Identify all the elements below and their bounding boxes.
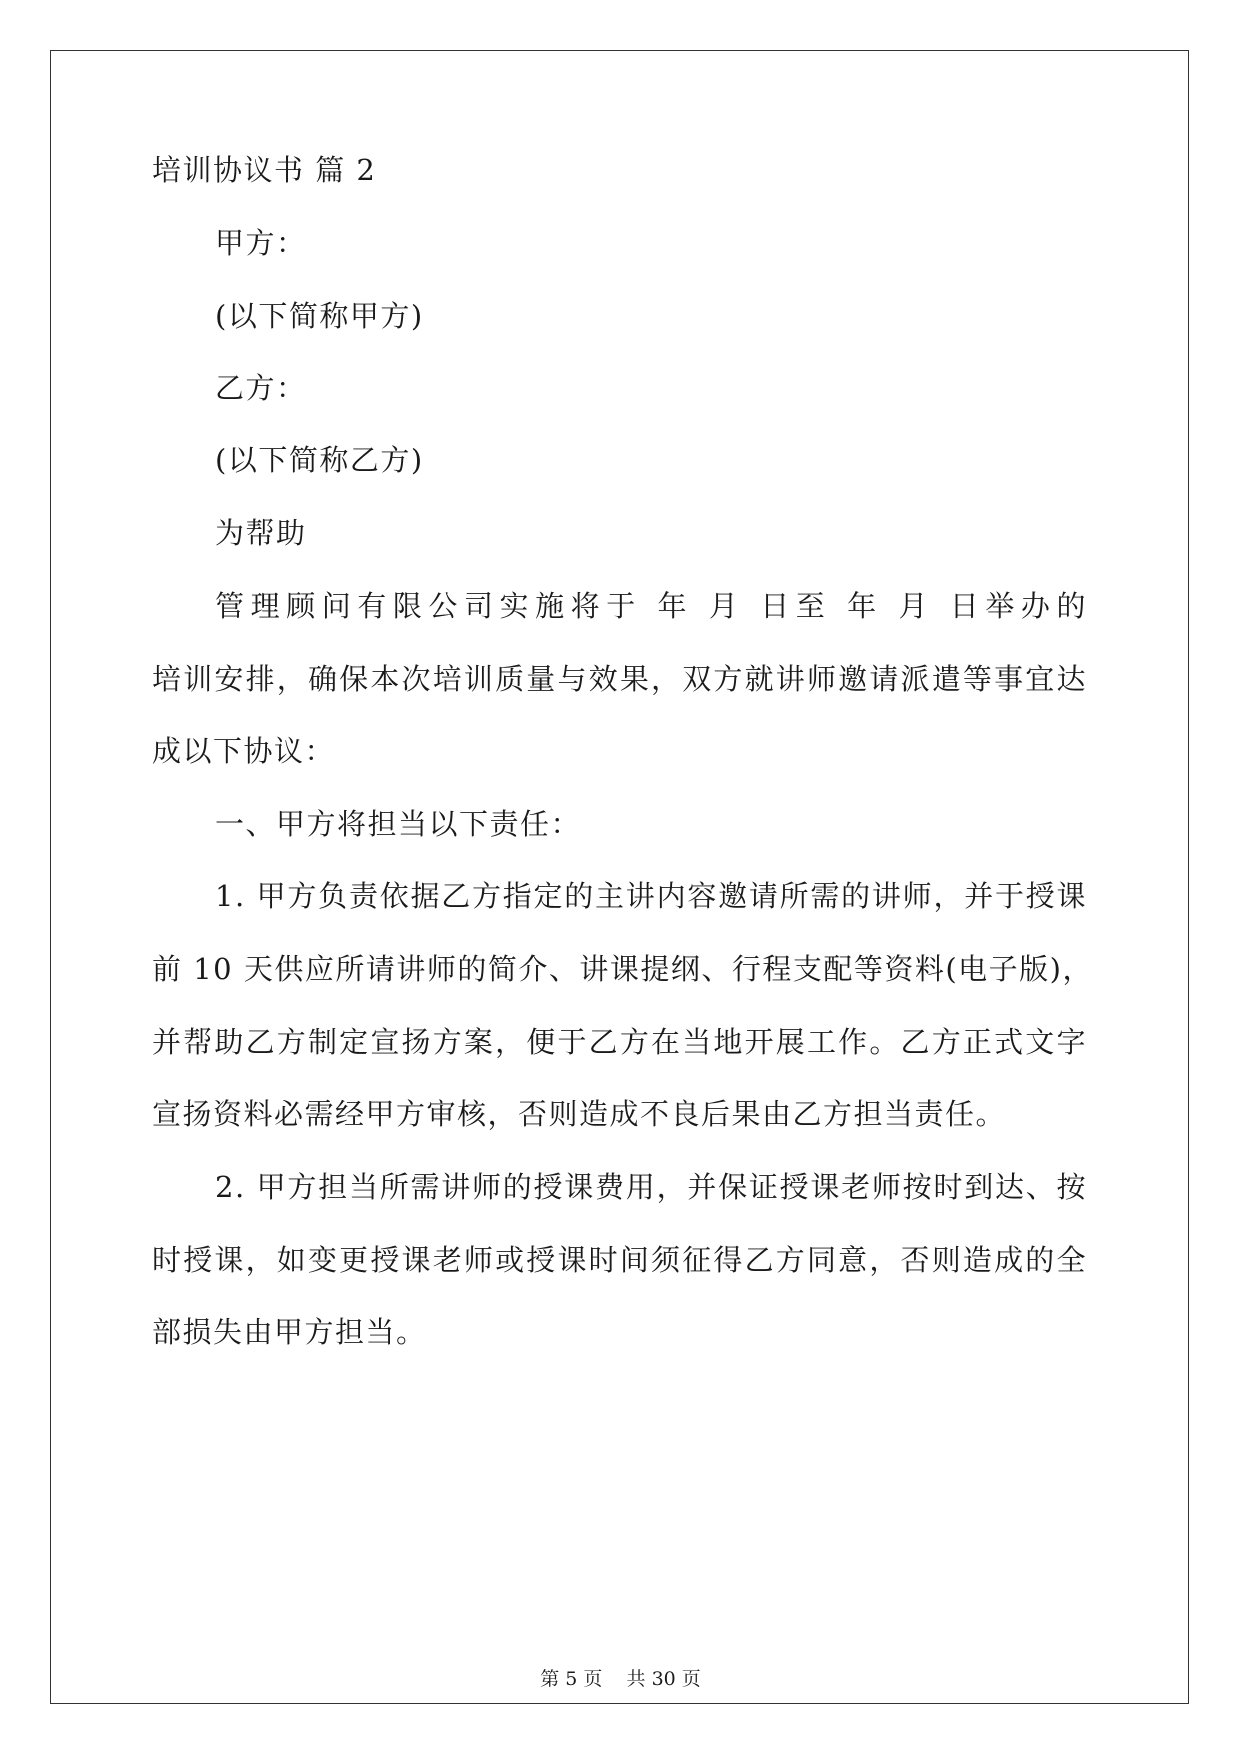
clause-2-line-1: 2. 甲方担当所需讲师的授课费用，并保证授课老师按时到达、按 (215, 1170, 1087, 1204)
intro-line-1: 管理顾问有限公司实施将于 年 月 日至 年 月 日举办的 (215, 589, 1087, 623)
clause-1-line-4: 宣扬资料必需经甲方审核，否则造成不良后果由乙方担当责任。 (152, 1097, 1007, 1131)
party-b-label: 乙方： (215, 371, 307, 405)
purpose-text: 为帮助 (215, 516, 307, 550)
clause-1-line-1: 1. 甲方负责依据乙方指定的主讲内容邀请所需的讲师，并于授课 (215, 879, 1087, 913)
clause-1-line-2: 前 10 天供应所请讲师的简介、讲课提纲、行程支配等资料(电子版)， (152, 952, 1093, 986)
clause-2-line-2: 时授课，如变更授课老师或授课时间须征得乙方同意，否则造成的全 (152, 1243, 1087, 1277)
party-b-note: (以下简称乙方) (215, 443, 424, 477)
document-title: 培训协议书 篇 2 (152, 153, 377, 187)
party-a-note: (以下简称甲方) (215, 299, 424, 333)
clause-1-line-3: 并帮助乙方制定宣扬方案，便于乙方在当地开展工作。乙方正式文字 (152, 1025, 1087, 1059)
intro-line-2: 培训安排，确保本次培训质量与效果，双方就讲师邀请派遣等事宜达 (152, 662, 1087, 696)
clause-2-line-3: 部损失由甲方担当。 (152, 1315, 427, 1349)
section-1-heading: 一、甲方将担当以下责任： (215, 807, 582, 841)
party-a-label: 甲方： (215, 226, 307, 260)
page-number-footer: 第 5 页 共 30 页 (540, 1668, 701, 1690)
intro-line-3: 成以下协议： (152, 734, 336, 768)
